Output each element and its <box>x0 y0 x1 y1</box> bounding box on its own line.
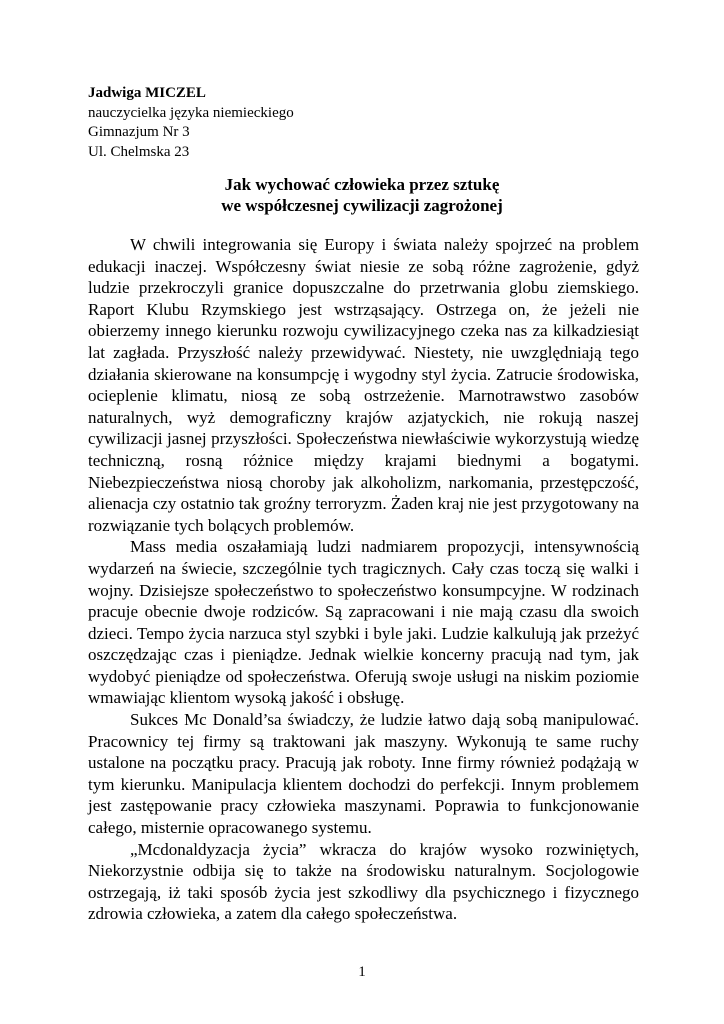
document-body <box>88 234 639 925</box>
author-role: nauczycielka języka niemieckiego <box>88 104 294 121</box>
author-block <box>88 84 294 162</box>
title-line-2: we współczesnej cywilizacji zagrożonej <box>221 196 503 215</box>
page-number: 1 <box>358 964 366 980</box>
author-name: Jadwiga MICZEL <box>88 85 206 101</box>
title-line-1: Jak wychować człowieka przez sztukę <box>224 175 500 194</box>
author-address: Ul. Chelmska 23 <box>88 143 190 160</box>
document-title <box>0 174 724 216</box>
paragraph: W chwili integrowania się Europy i świata należy spojrzeć na problem edukacji inaczej. Współczesny świat niesie ze sobą różne zagrożenie, gdyż ludzie przekroczyli granice dopuszczalne do przetrwania globu ziemskiego. Raport Klubu Rzymskiego jest wstrząsający. Ostrzega on, że jeżeli nie obierzemy innego kierunku rozwoju cywilizacyjnego czeka nas za kilkadziesiąt lat zagłada. Przyszłość należy przewidywać. Niestety, nie uwzględniają tego działania skierowane na konsumpcję i wygodny styl życia. Zatrucie środowiska, ocieplenie klimatu, niosą ze sobą ostrzeżenie. Marnotrawstwo zasobów naturalnych, wyż demograficzny krajów azjatyckich, nie rokują naszej cywilizacji jasnej przyszłości. Społeczeństwa niewłaściwie wykorzystują wiedzę techniczną, rosną różnice między krajami biednymi a bogatymi. Niebezpieczeństwa niosą choroby jak alkoholizm, narkomania, przestępczość, alienacja czy ostatnio tak groźny terroryzm. Żaden kraj nie jest przygotowany na rozwiązanie tych bolących problemów. <box>88 235 639 535</box>
paragraph: Sukces Mc Donald’sa świadczy, że ludzie łatwo dają sobą manipulować. Pracownicy tej firmy są traktowani jak maszyny. Wykonują te same ruchy ustalone na początku pracy. Pracują jak roboty. Inne firmy również podążają w tym kierunku. Manipulacja klientem dochodzi do perfekcji. Innym problemem jest zastępowanie pracy człowieka maszynami. Poprawia to funkcjonowanie całego, misternie opracowanego systemu. <box>88 710 639 838</box>
author-school: Gimnazjum Nr 3 <box>88 124 190 140</box>
paragraph: Mass media oszałamiają ludzi nadmiarem propozycji, intensywnością wydarzeń na świecie, szczególnie tych tragicznych. Cały czas toczą się walki i wojny. Dzisiejsze społeczeństwo to społeczeństwo konsumpcyjne. W rodzinach pracuje obecnie dwoje rodziców. Są zapracowani i nie mają czasu dla swoich dzieci. Tempo życia narzuca styl szybki i byle jaki. Ludzie kalkulują jak przeżyć oszczędzając czas i pieniądze. Jednak wielkie koncerny pracują nad tym, jak wydobyć pieniądze od społeczeństwa. Oferują swoje usługi na niskim poziomie wmawiając klientom wysoką jakość i obsługę. <box>88 537 639 708</box>
paragraph: „Mcdonaldyzacja życia” wkracza do krajów wysoko rozwiniętych, Niekorzystnie odbija się to także na środowisku naturalnym. Socjologowie ostrzegają, iż taki sposób życia jest szkodliwy dla psychicznego i fizycznego zdrowia człowieka, a zatem dla całego społeczeństwa. <box>88 839 639 924</box>
